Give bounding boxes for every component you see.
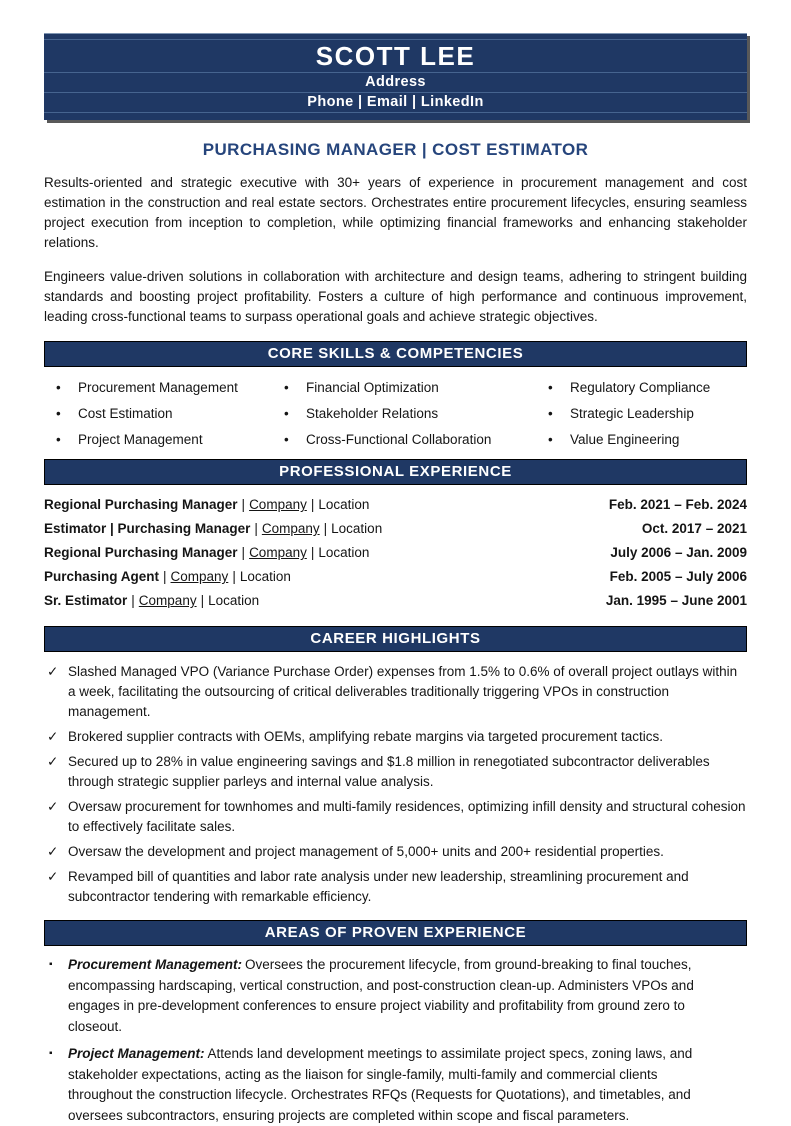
skill-label: Project Management (78, 432, 203, 447)
experience-row (44, 545, 747, 561)
job-dates: Feb. 2005 – July 2006 (609, 569, 747, 584)
bullet-icon: • (548, 432, 553, 447)
skill-item (56, 378, 272, 397)
skill-item (284, 430, 536, 449)
checkmark-icon: ✓ (47, 799, 59, 814)
checkmark-icon: ✓ (47, 869, 59, 884)
experience-row (44, 569, 747, 585)
skill-label: Cost Estimation (78, 406, 173, 421)
separator: | (310, 545, 315, 560)
experience-row (44, 521, 747, 537)
checkmark-icon: ✓ (47, 729, 59, 744)
area-item (44, 955, 747, 1037)
area-text (68, 1044, 747, 1126)
job-dates: Jan. 1995 – June 2001 (605, 593, 747, 608)
section-heading-skills: CORE SKILLS & COMPETENCIES (44, 341, 747, 367)
job-dates: Oct. 2017 – 2021 (641, 521, 747, 536)
job-dates: Feb. 2021 – Feb. 2024 (608, 497, 747, 512)
header-banner (44, 33, 747, 120)
skill-item (548, 430, 747, 449)
highlight-text: Slashed Managed VPO (Variance Purchase Order) expenses from 1.5% to 0.6% of overall project outlays within a week, facilitating the outsourcing of critical deliverables traditionally triggering VPOs in construction management. (68, 664, 738, 719)
company-link: Company (249, 545, 307, 560)
job-title: Regional Purchasing Manager (44, 545, 238, 560)
highlight-text: Revamped bill of quantities and labor rate analysis under new leadership, streamlining procurement and subcontractor tendering with remarkable efficiency. (68, 869, 689, 904)
summary-section (44, 173, 747, 327)
bullet-icon: • (284, 432, 289, 447)
checkmark-icon: ✓ (47, 754, 59, 769)
experience-row (44, 497, 747, 513)
separator: | (310, 497, 315, 512)
experience-list (44, 485, 747, 626)
highlight-item (44, 662, 747, 722)
highlight-text: Brokered supplier contracts with OEMs, amplifying rebate margins via targeted procurement tactics. (68, 729, 664, 744)
skill-item (56, 404, 272, 423)
separator: | (323, 521, 328, 536)
experience-role (44, 545, 369, 561)
job-title: Regional Purchasing Manager (44, 497, 238, 512)
experience-role (44, 521, 382, 537)
skill-label: Procurement Management (78, 380, 238, 395)
skill-item (284, 378, 536, 397)
highlight-item (44, 752, 747, 792)
skill-label: Value Engineering (570, 432, 680, 447)
page-title: PURCHASING MANAGER | COST ESTIMATOR (202, 140, 589, 159)
experience-role (44, 497, 369, 513)
skill-label: Regulatory Compliance (570, 380, 711, 395)
section-heading-areas: AREAS OF PROVEN EXPERIENCE (44, 920, 747, 946)
header-bottom-strip (44, 112, 747, 120)
highlight-text: Oversaw procurement for townhomes and multi-family residences, optimizing infill density and structural cohesion to effectively facilitate sales. (68, 799, 746, 834)
highlight-item (44, 842, 747, 862)
separator: | (200, 593, 205, 608)
areas-list (44, 946, 747, 1126)
area-label: Project Management: (68, 1046, 205, 1061)
square-bullet-icon: ▪ (49, 959, 53, 970)
separator: | (163, 569, 167, 584)
skill-item (284, 404, 536, 423)
skill-item (548, 378, 747, 397)
company-link: Company (170, 569, 229, 584)
job-title: Estimator | Purchasing Manager (44, 521, 251, 536)
job-location: Location (318, 497, 370, 512)
skill-label: Stakeholder Relations (306, 406, 439, 421)
skills-column-3 (536, 378, 747, 456)
candidate-contact: Phone | Email | LinkedIn (44, 92, 747, 112)
skills-column-1 (44, 378, 272, 456)
highlight-item (44, 727, 747, 747)
experience-row (44, 593, 747, 609)
checkmark-icon: ✓ (47, 664, 59, 679)
job-location: Location (208, 593, 260, 608)
section-heading-highlights: CAREER HIGHLIGHTS (44, 626, 747, 652)
job-location: Location (318, 545, 370, 560)
bullet-icon: • (56, 432, 61, 447)
job-location: Location (331, 521, 383, 536)
area-text (68, 955, 747, 1037)
job-title: Purchasing Agent (44, 569, 160, 584)
separator: | (232, 569, 236, 584)
bullet-icon: • (548, 406, 553, 421)
skill-label: Financial Optimization (306, 380, 439, 395)
company-link: Company (138, 593, 197, 608)
highlight-text: Secured up to 28% in value engineering savings and $1.8 million in renegotiated subcontractor deliverables through strategic supplier parleys and internal value analysis. (68, 754, 710, 789)
candidate-name: SCOTT LEE (44, 39, 747, 72)
job-title: Sr. Estimator (44, 593, 128, 608)
area-label: Procurement Management: (68, 957, 243, 972)
bullet-icon: • (548, 380, 553, 395)
experience-role (44, 593, 259, 609)
area-body: Attends land development meetings to assimilate project specs, zoning laws, and stakeholder expectations, acting as the liaison for single-family, multi-family and commercial clients throughout the construction lifecycle. Orchestrates RFQs (Requests for Quotations), and timetables, and oversees subcontractors, ensuring projects are completed within scope and fiscal parameters. (68, 1046, 693, 1123)
skill-item (548, 404, 747, 423)
skills-grid (44, 367, 747, 459)
separator: | (254, 521, 258, 536)
company-link: Company (261, 521, 320, 536)
separator: | (241, 545, 246, 560)
skill-label: Cross-Functional Collaboration (306, 432, 492, 447)
bullet-icon: • (284, 380, 289, 395)
summary-paragraph: Engineers value-driven solutions in collaboration with architecture and design teams, adhering to stringent building standards and boosting project profitability. Fosters a culture of high performance and continuous improvement, leading cross-functional teams to surpass operational goals and achieve strategic objectives. (44, 269, 747, 324)
candidate-address: Address (44, 72, 747, 92)
checkmark-icon: ✓ (47, 844, 59, 859)
area-item (44, 1044, 747, 1126)
separator: | (131, 593, 135, 608)
highlight-item (44, 797, 747, 837)
summary-paragraph: Results-oriented and strategic executive with 30+ years of experience in procurement management and cost estimation in the construction and real estate sectors. Orchestrates entire procurement lifecycles, ensuring seamless project execution from inception to completion, while optimizing financial frameworks and enhancing stakeholder relations. (44, 175, 747, 250)
skill-label: Strategic Leadership (570, 406, 694, 421)
experience-role (44, 569, 291, 585)
highlight-item (44, 867, 747, 907)
bullet-icon: • (56, 406, 61, 421)
square-bullet-icon: ▪ (49, 1048, 53, 1059)
skill-item (56, 430, 272, 449)
bullet-icon: • (284, 406, 289, 421)
separator: | (241, 497, 246, 512)
bullet-icon: • (56, 380, 61, 395)
highlight-text: Oversaw the development and project management of 5,000+ units and 200+ residential properties. (68, 844, 664, 859)
highlights-list (44, 652, 747, 920)
company-link: Company (249, 497, 307, 512)
section-heading-experience: PROFESSIONAL EXPERIENCE (44, 459, 747, 485)
job-location: Location (239, 569, 291, 584)
area-body: Oversees the procurement lifecycle, from ground-breaking to final touches, encompassing hardscaping, vertical construction, and post-construction clean-up. Administers VPOs and engages in pre-development conferences to ensure project viability and profitability from ground zero to closeout. (68, 957, 694, 1034)
skills-column-2 (272, 378, 536, 456)
job-dates: July 2006 – Jan. 2009 (610, 545, 747, 560)
